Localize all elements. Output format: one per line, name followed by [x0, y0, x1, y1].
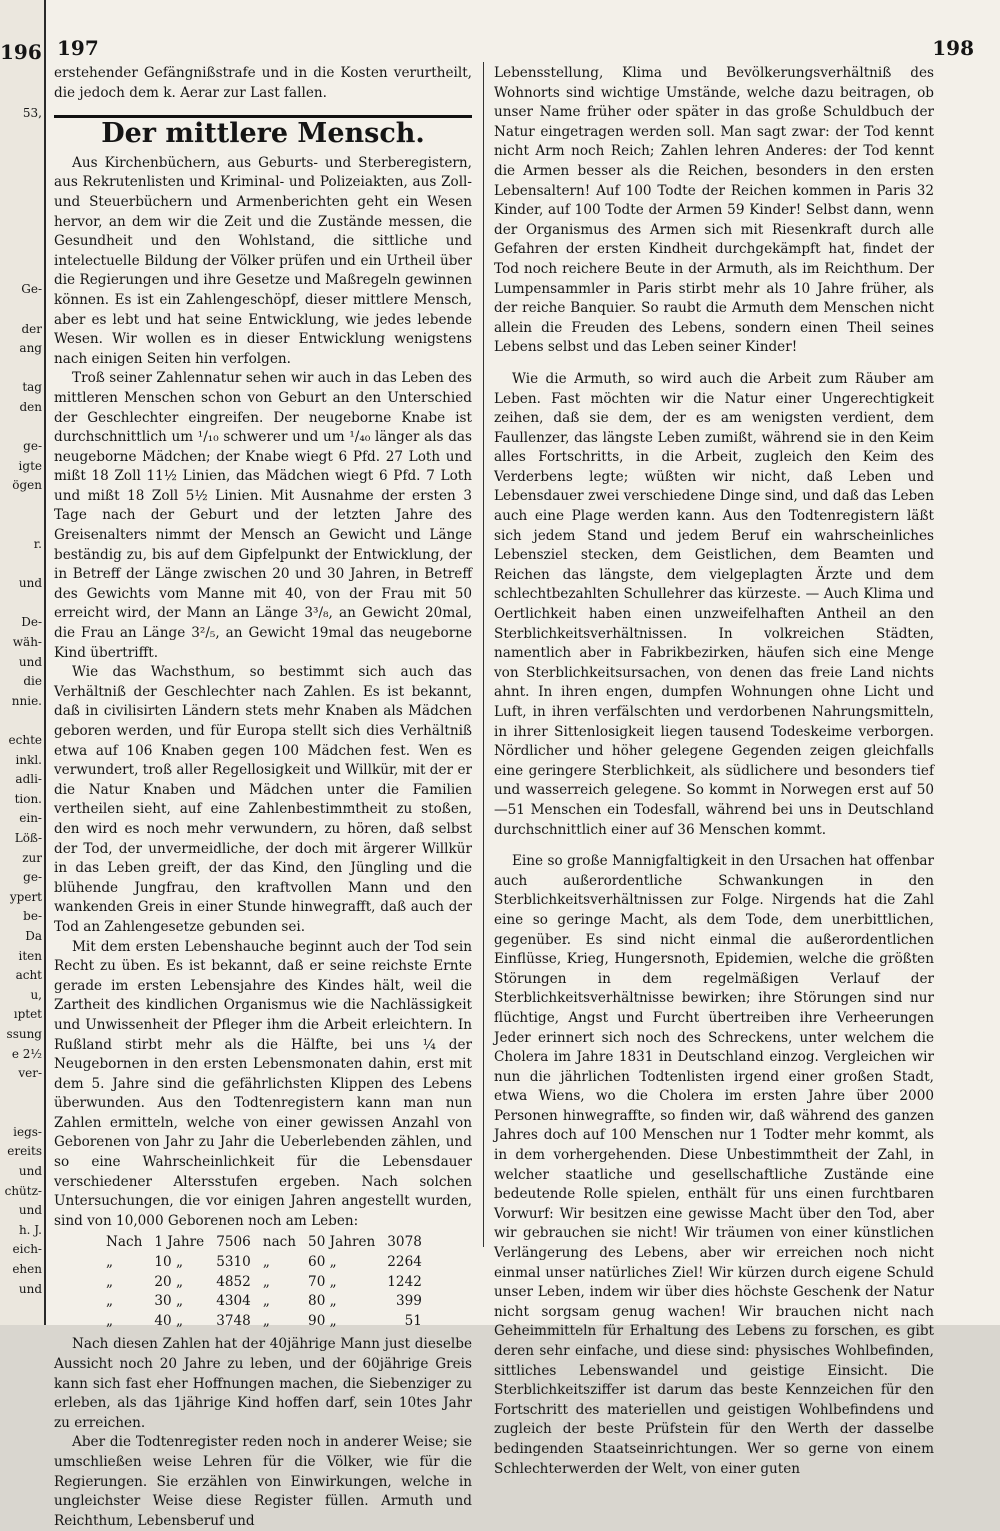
- margin-fragment: [2, 163, 42, 183]
- table-cell: 1 Jahre: [154, 1234, 205, 1251]
- table-cell: „: [106, 1273, 114, 1290]
- right-column: [494, 64, 934, 1479]
- table-cell: „: [106, 1312, 114, 1329]
- table-row: [100, 1233, 428, 1253]
- table-cell: Nach: [106, 1234, 143, 1251]
- table-cell: 30 „: [154, 1293, 184, 1310]
- column-divider: [483, 62, 484, 1247]
- previous-page-strip: [0, 0, 46, 1325]
- margin-fragment: adli-: [15, 772, 42, 787]
- margin-fragment: [2, 1103, 42, 1123]
- paragraph: Nach diesen Zahlen hat der 40jährige Mann just dieselbe Aussicht noch 20 Jahre zu leben, und der 60jährige Greis kann sich fast eher Hoffnungen machen, die Siebenziger zu erleben, als das 1jährige Kind hoffen darf, sein 10tes Jahr zu erreichen.: [54, 1336, 472, 1431]
- page-number-right: 198: [932, 36, 974, 60]
- margin-fragment: nnie.: [11, 693, 42, 708]
- table-cell: 1242: [387, 1273, 422, 1290]
- margin-fragment: [2, 143, 42, 163]
- margin-fragment: [2, 241, 42, 261]
- paragraph: Wie das Wachsthum, so bestimmt sich auch das Verhältniß der Geschlechter nach Zahlen. Es ist bekannt, daß in civilisirten Ländern stets mehr Knaben als Mädchen geboren werden, und für Europa stellt sich dies Verhältniß etwa auf 106 Knaben gegen 100 Mädchen fest. Wen es verwundert, troß aller Regellosigkeit und Willkür, mit der er die Natur Knaben und Mädchen unter die Familien vertheilen sieht, auf eine Zahlenbestimmtheit zu stoßen, den wird es noch mehr verwundern, zu hören, daß selbst der Tod, der unvermeidliche, der doch mit ärgerer Willkür in das Leben greift, der das Kind, den Jüngling und die blühende Jungfrau, den kraftvollen Mann und den wankenden Greis in einer Stunde hinwegrafft, daß auch der Tod an Zahlengesetze gebunden sei.: [54, 664, 472, 935]
- survival-table: [100, 1233, 428, 1331]
- margin-fragment: [2, 300, 42, 320]
- table-row: [100, 1273, 428, 1293]
- margin-fragment: [2, 594, 42, 614]
- margin-fragment: und: [18, 1164, 42, 1179]
- margin-fragment: [2, 182, 42, 202]
- margin-fragment: ver-: [18, 1066, 42, 1081]
- margin-fragment: den: [19, 399, 42, 414]
- margin-fragment: tag: [22, 380, 42, 395]
- previous-page-margin-text: [2, 104, 42, 1299]
- table-row: [100, 1253, 428, 1273]
- margin-fragment: [2, 261, 42, 281]
- table-cell: 90 „: [308, 1312, 337, 1329]
- paragraph: Aus Kirchenbüchern, aus Geburts- und Sterberegistern, aus Rekrutenlisten und Kriminal- und Polizeiakten, aus Zoll- und Steuerbüchern und Armenberichten geht ein Wesen hervor, an dem wir die Zeit und die Zustände messen, die Gesundheit und den Wohlstand, die sittliche und intelectuelle Bildung der Völker prüfen und ein Urtheil über die Regierungen und ihre Gesetze und Maßregeln gewinnen können. Es ist ein Zahlengeschöpf, dieser mittlere Mensch, aber es lebt und hat seine Entwicklung, wie jedes lebende Wesen. Wir wollen es in dieser Entwicklung wenigstens nach einigen Seiten hin verfolgen.: [54, 154, 472, 367]
- margin-fragment: [2, 359, 42, 379]
- margin-fragment: die: [23, 674, 42, 689]
- continuation-text: erstehender Gefängnißstrafe und in die Kosten verurtheilt, die jedoch dem k. Aerar zur Last fallen.: [54, 65, 472, 101]
- margin-fragment: 53,: [22, 106, 42, 120]
- table-row: [100, 1292, 428, 1312]
- margin-fragment: h. J.: [18, 1222, 42, 1237]
- margin-fragment: und: [18, 1203, 42, 1218]
- margin-fragment: ein-: [19, 811, 42, 826]
- margin-fragment: ögen: [12, 478, 42, 493]
- table-cell: 3748: [216, 1312, 251, 1329]
- margin-fragment: ypert: [9, 889, 42, 904]
- margin-fragment: und: [18, 1281, 42, 1296]
- previous-page-number: 196: [0, 40, 42, 64]
- margin-fragment: iten: [18, 948, 42, 963]
- margin-fragment: ssung: [6, 1026, 42, 1041]
- page: [46, 0, 1000, 1529]
- table-cell: „: [262, 1273, 270, 1290]
- paragraph: Lebensstellung, Klima und Bevölkerungsverhältniß des Wohnorts sind wichtige Umstände, welche dazu beitragen, ob unser Name früher oder später in das große Schuldbuch der Natur eingetragen werden soll. Man sagt zwar: der Tod kennt nicht Arm noch Reich; Zahlen lehren Anderes: der Tod kennt die Armen besser als die Reichen, besonders in den ersten Lebensaltern! Auf 100 Todte der Reichen kommen in Paris 32 Kinder, auf 100 Todte der Armen 59 Kinder! Selbst dann, wenn der Organismus des Armen sich mit Riesenkraft durch alle Gefahren der ersten Kindheit durchgekämpft hat, findet der Tod noch reichere Beute in der Armuth, als im Reichthum. Der Lumpensammler in Paris stirbt mehr als 10 Jahre früher, als der reiche Banquier. So raubt die Armuth dem Menschen nicht allein die Freuden des Lebens, sondern einen Theil seines Lebens selbst und das Leben seiner Kinder!: [494, 65, 934, 356]
- paragraph: Aber die Todtenregister reden noch in anderer Weise; sie umschließen weise Lehren für die Völker, wie für die Regierungen. Sie erzählen von Einwirkungen, welche in ungleichster Weise diese Register füllen. Armuth und Reichthum, Lebensberuf und: [54, 1434, 472, 1529]
- margin-fragment: der: [21, 321, 42, 336]
- margin-fragment: und: [18, 654, 42, 669]
- table-cell: nach: [262, 1234, 297, 1251]
- table-cell: 50 Jahren: [308, 1234, 376, 1251]
- margin-fragment: ge-: [23, 439, 42, 454]
- table-cell: 5310: [216, 1254, 251, 1271]
- table-cell: „: [262, 1293, 270, 1310]
- margin-fragment: be-: [23, 909, 42, 924]
- table-cell: 80 „: [308, 1293, 337, 1310]
- paragraph: Eine so große Mannigfaltigkeit in den Ursachen hat offenbar auch außerordentliche Schwankungen in den Sterblichkeitsverhältnissen zur Folge. Nirgends hat die Zahl eine so geringe Macht, als dem Tode, dem unerbittlichen, gegenüber. Es sind nicht einmal die außerordentlichen Einflüsse, Krieg, Hungersnoth, Epidemien, welche die größten Störungen in dem regelmäßigen Verlauf der Sterblichkeitsverhältnisse bewirken; ihre Störungen sind nur flüchtige, Angst und Furcht übertreiben ihre Verheerungen Jeder erinnert sich noch des Schreckens, unter welchem die Cholera im Jahre 1831 in Deutschland einzog. Vergleichen wir nun die jährlichen Todtenlisten irgend einer großen Stadt, etwa Wiens, wo die Cholera im ersten Jahre über 2000 Personen hinwegraffte, so finden wir, daß während des ganzen Jahres doch auf 100 Menschen nur 1 Todter mehr kommt, als in dem vorhergehenden. Diese Unbestimmtheit der Zahl, in welcher staatliche und gesellschaftliche Zustände eine bedeutende Rolle spielen, enthält für uns einen furchtbaren Vorwurf: Wir besitzen eine gewisse Macht über den Tod, aber wir gebrauchen sie nicht! Wir träumen von einer künstlichen Verlängerung des Lebens, aber wir erreichen noch nicht einmal unser natürliches Ziel! Wir kürzen durch eigene Schuld unser Leben, indem wir über dies höchste Geschenk der Natur nicht sorgsam genug wachen! Wir brauchen nicht nach Geheimmitteln für Erhaltung des Lebens zu forschen, es gibt deren sehr einfache, und diese sind: physisches Wohlbefinden, sittliches Lebenswandel und geistige Einsicht. Die Sterblichkeitsziffer ist darum das beste Kennzeichen für den Fortschritt des materiellen und geistigen Wohlbefindens und zugleich der beste Prüfstein für den Werth der dasselbe bedingenden Staatseinrichtungen. Wer so gerne von einem Schlechterwerden der Welt, von einer guten: [494, 853, 934, 1477]
- margin-fragment: Ge-: [21, 282, 42, 297]
- margin-fragment: [2, 515, 42, 535]
- table-cell: 51: [404, 1312, 422, 1329]
- margin-fragment: e 2½: [11, 1046, 42, 1061]
- margin-fragment: acht: [15, 968, 42, 983]
- article-title: Der mittlere Mensch.: [101, 118, 425, 150]
- table-cell: 399: [395, 1293, 422, 1310]
- table-cell: „: [262, 1254, 270, 1271]
- margin-fragment: [2, 124, 42, 144]
- table-cell: 60 „: [308, 1254, 337, 1271]
- margin-fragment: [2, 496, 42, 516]
- margin-fragment: iegs-: [13, 1124, 42, 1139]
- margin-fragment: igte: [18, 458, 42, 473]
- table-cell: 70 „: [308, 1273, 337, 1290]
- table-cell: 10 „: [154, 1254, 184, 1271]
- margin-fragment: [2, 202, 42, 222]
- margin-fragment: [2, 1084, 42, 1104]
- margin-fragment: [2, 711, 42, 731]
- margin-fragment: wäh-: [12, 635, 42, 650]
- paragraph: Troß seiner Zahlennatur sehen wir auch in das Leben des mittleren Menschen schon von Geburt an den Unterschied der Geschlechter eingreifen. Der neugeborne Knabe ist durchschnittlich um ¹/₁₀ schwerer und um ¹/₄₀ länger als das neugeborne Mädchen; der Knabe wiegt 6 Pfd. 27 Loth und mißt 18 Zoll 11½ Linien, das Mädchen wiegt 6 Pfd. 7 Loth und mißt 18 Zoll 5½ Linien. Mit Ausnahme der ersten 3 Tage nach der Geburt und der letzten Jahre des Greisenalters nimmt der Mensch an Gewicht und Länge beständig zu, bis auf dem Gipfelpunkt der Entwicklung, der in Betreff der Länge zwischen 20 und 30 Jahren, in Betreff des Gewichts vom Manne mit 40, von der Frau mit 50 erreicht wird, der Mann an Länge 3³/₈, an Gewicht 20mal, die Frau an Länge 3²/₅, an Gewicht 19mal das neugeborne Kind übertrifft.: [54, 370, 472, 661]
- paragraph: Wie die Armuth, so wird auch die Arbeit zum Räuber am Leben. Fast möchten wir die Natur einer Ungerechtigkeit zeihen, daß sie dem, der es am wenigsten verdient, dem Faullenzer, das längste Leben zumißt, während sie in den Keim alles Fortschritts, in die Arbeit, zugleich den Keim des Verderbens legte; wüßten wir nicht, daß Leben und Lebensdauer zwei verschiedene Dinge sind, und daß das Leben auch eine Plage werden kann. Aus den Todtenregistern läßt sich jedem Stand und jedem Beruf ein wahrscheinliches Lebensziel stecken, dem Geistlichen, dem Beamten und Reichen das längste, dem vielgeplagten Ärzte und dem schlechtbezahlten Schullehrer das kürzeste. — Auch Klima und Oertlichkeit haben einen unzweifelhaften Antheil an den Sterblichkeitsverhältnissen. In volkreichen Städten, namentlich aber in Fabrikbezirken, häufen sich eine Menge von Sterblichkeitsursachen, von denen das freie Land nichts ahnt. In ihren engen, dumpfen Wohnungen ohne Licht und Luft, in ihren verfälschten und verdorbenen Nahrungsmitteln, in ihrer Sittenlosigkeit liegen tausend Todeskeime verborgen. Nördlicher und höher gelegene Gegenden zeigen gleichfalls eine geringere Sterblichkeit, als südlichere und besonders tief und wasserreich gelegene. So kommt in Norwegen erst auf 50—51 Menschen ein Todesfall, während bei uns in Deutschland durchschnittlich einer auf 36 Menschen kommt.: [494, 370, 934, 838]
- table-cell: „: [106, 1254, 114, 1271]
- margin-fragment: r.: [33, 537, 42, 552]
- margin-fragment: ereits: [7, 1144, 42, 1159]
- table-cell: 4852: [216, 1273, 251, 1290]
- margin-fragment: Löß-: [14, 830, 42, 845]
- margin-fragment: [2, 418, 42, 438]
- table-cell: 3078: [387, 1234, 422, 1251]
- margin-fragment: [2, 555, 42, 575]
- table-cell: 40 „: [154, 1312, 184, 1329]
- table-cell: 7506: [216, 1234, 251, 1251]
- table-cell: 4304: [216, 1293, 251, 1310]
- margin-fragment: echte: [8, 733, 42, 747]
- page-number-left: 197: [57, 36, 99, 60]
- margin-fragment: ıptet: [13, 1007, 42, 1022]
- margin-fragment: ge-: [23, 870, 42, 885]
- table-row: [100, 1312, 428, 1332]
- paragraph: Mit dem ersten Lebenshauche beginnt auch der Tod sein Recht zu üben. Es ist bekannt, daß er seine reichste Ernte gerade im ersten Lebensjahre des Kindes hält, weil die Zartheit des kindlichen Organismus wie die Nachlässigkeit und Unwissenheit der Pfleger ihm die Arbeit erleichtern. In Rußland stirbt mehr als die Hälfte, bei uns ¼ der Neugebornen in den ersten Lebensmonaten dahin, erst mit dem 5. Jahre sind die gefährlichsten Klippen des Lebens überwunden. Aus den Todtenregistern kann man nun Zahlen ermitteln, welche von einer gewissen Anzahl von Geborenen von Jahr zu Jahr die Ueberlebenden zählen, und so eine Wahrscheinlichkeit für die Lebensdauer verschiedener Altersstufen ergeben. Nach solchen Untersuchungen, die vor einigen Jahren angestellt wurden, sind von 10,000 Geborenen noch am Leben:: [54, 938, 472, 1229]
- margin-fragment: eich-: [12, 1242, 42, 1257]
- margin-fragment: ehen: [12, 1262, 42, 1277]
- margin-fragment: inkl.: [15, 752, 42, 767]
- margin-fragment: u,: [30, 987, 42, 1002]
- margin-fragment: zur: [22, 850, 42, 865]
- table-cell: 2264: [387, 1254, 422, 1271]
- margin-fragment: chütz-: [4, 1183, 42, 1198]
- margin-fragment: ang: [19, 341, 42, 356]
- margin-fragment: De-: [21, 615, 42, 630]
- table-cell: 20 „: [154, 1273, 184, 1290]
- margin-fragment: tion.: [14, 791, 42, 806]
- margin-fragment: [2, 222, 42, 242]
- table-cell: „: [262, 1312, 270, 1329]
- margin-fragment: Da: [25, 928, 42, 943]
- table-cell: „: [106, 1293, 114, 1310]
- margin-fragment: und: [18, 576, 42, 591]
- left-column: [54, 64, 472, 1531]
